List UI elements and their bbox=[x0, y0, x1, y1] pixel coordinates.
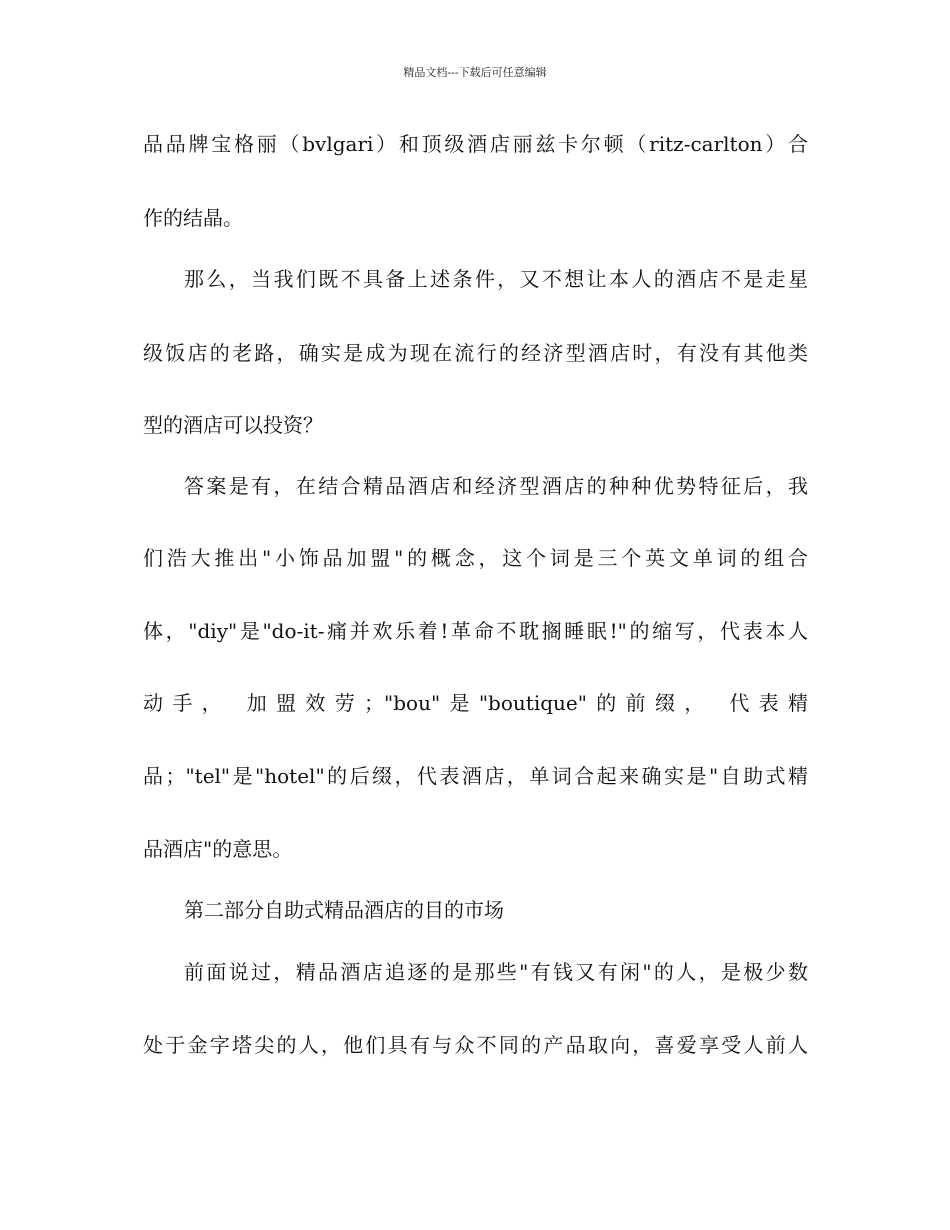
paragraph-line: 答案是有，在结合精品酒店和经济型酒店的种种优势特征后，我 bbox=[184, 474, 808, 498]
paragraph-line: 那么，当我们既不具备上述条件，又不想让本人的酒店不是走星 bbox=[184, 267, 808, 291]
paragraph-line: 作的结晶。 bbox=[143, 206, 243, 230]
paragraph-line: 品酒店"的意思。 bbox=[143, 837, 293, 861]
paragraph-line: 级饭店的老路，确实是成为现在流行的经济型酒店时，有没有其他类 bbox=[143, 341, 808, 365]
section-heading: 第二部分自助式精品酒店的目的市场 bbox=[184, 898, 504, 922]
paragraph-line: 前面说过，精品酒店追逐的是那些"有钱又有闲"的人，是极少数 bbox=[184, 960, 808, 984]
paragraph-line: 品品牌宝格丽（bvlgari）和顶级酒店丽兹卡尔顿（ritz-carlton）合 bbox=[143, 132, 808, 156]
paragraph-line: 们浩大推出"小饰品加盟"的概念，这个词是三个英文单词的组合 bbox=[143, 546, 808, 570]
paragraph-line: 体，"diy"是"do-it-痛并欢乐着!革命不耽搁睡眠!"的缩写，代表本人 bbox=[143, 619, 808, 643]
paragraph-line: 品；"tel"是"hotel"的后缀，代表酒店，单词合起来确实是"自助式精 bbox=[143, 764, 808, 788]
paragraph-line: 动手， 加盟效劳；"bou"是"boutique"的前缀， 代表精 bbox=[143, 691, 808, 715]
paragraph-line: 处于金字塔尖的人，他们具有与众不同的产品取向，喜爱享受人前人 bbox=[143, 1033, 808, 1057]
page-header: 精品文档---下载后可任意编辑 bbox=[403, 66, 547, 79]
paragraph-line: 型的酒店可以投资？ bbox=[143, 413, 323, 437]
